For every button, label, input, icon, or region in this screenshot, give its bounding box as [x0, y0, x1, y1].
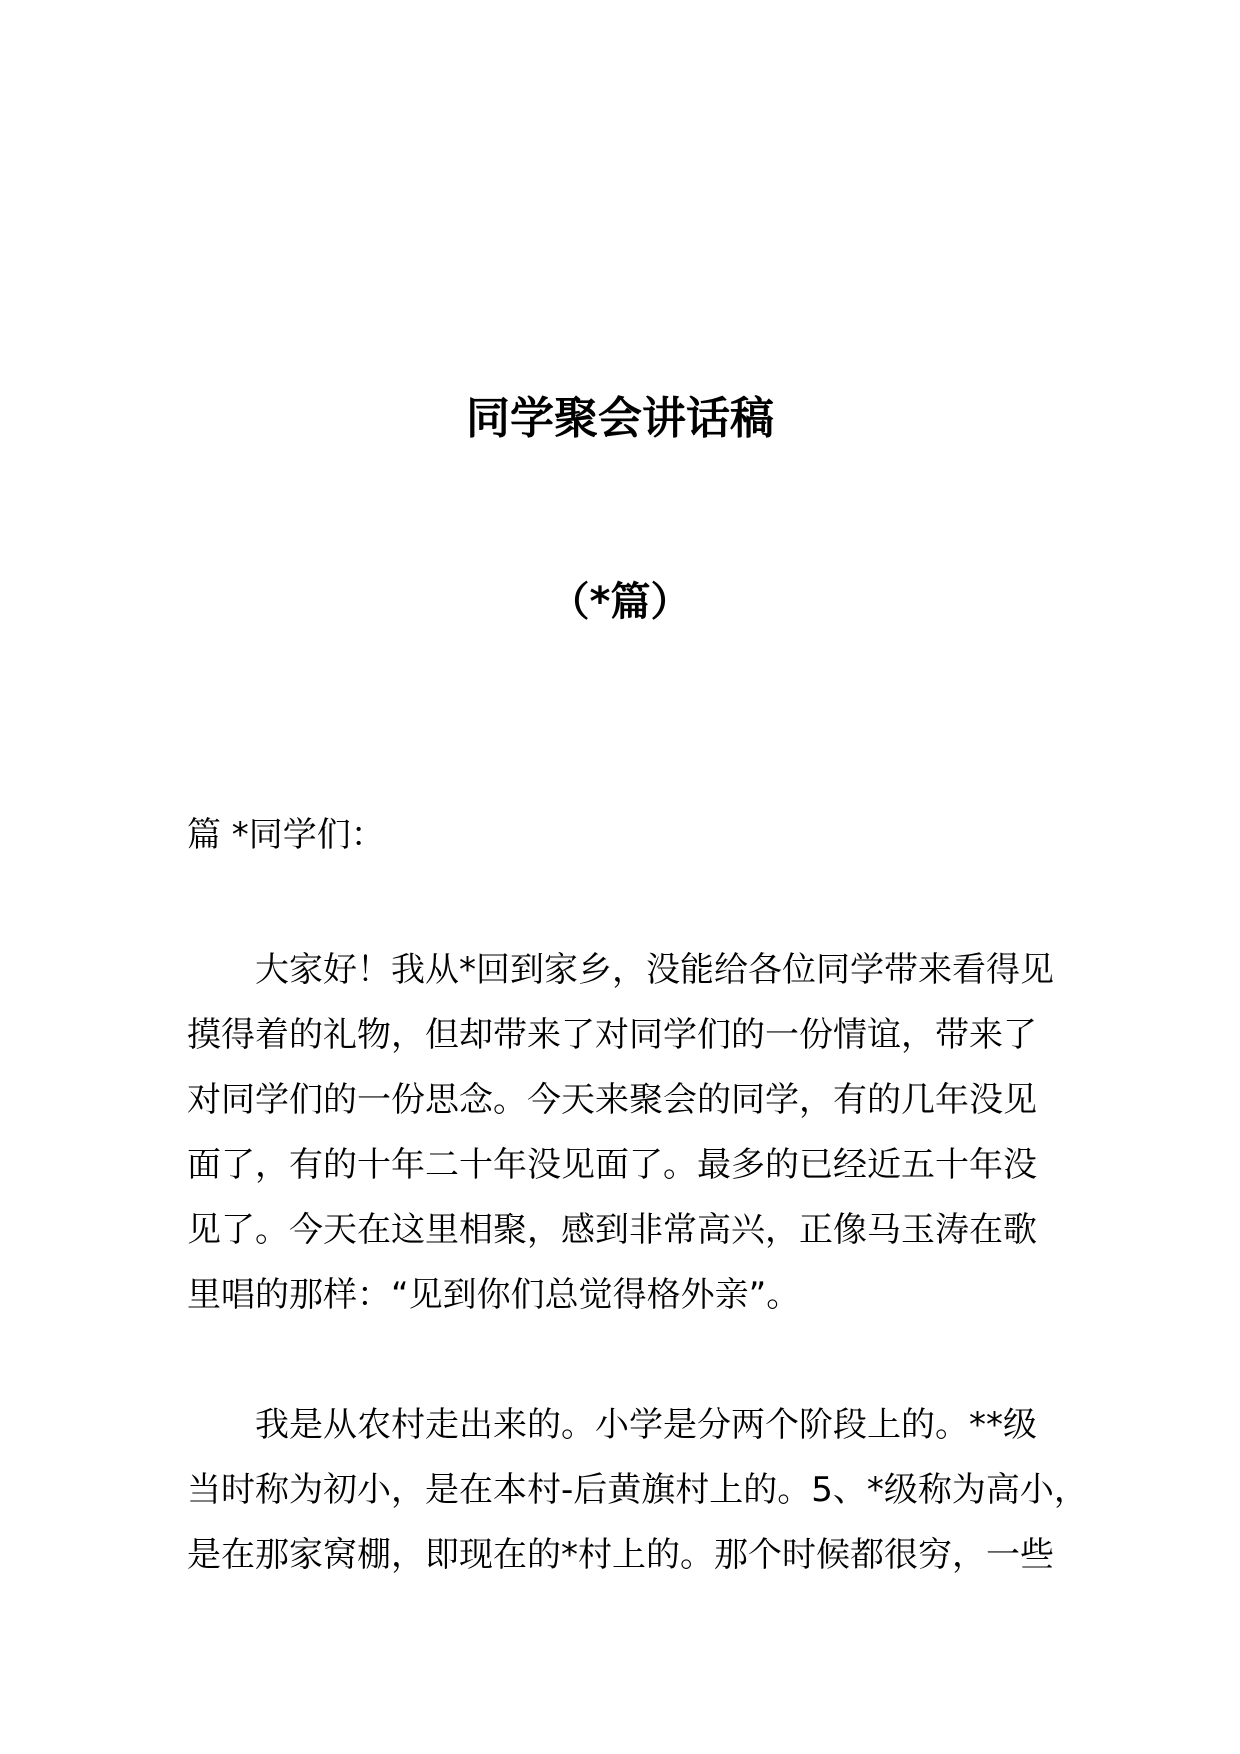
text-line: 对同学们的一份思念。今天来聚会的同学，有的几年没见	[187, 1080, 1037, 1120]
text-line: 我是从农村走出来的。小学是分两个阶段上的。**级	[187, 1405, 1037, 1445]
text-line: 当时称为初小，是在本村-后黄旗村上的。5、*级称为高小，	[187, 1470, 1088, 1510]
document-subtitle: （*篇）	[549, 579, 691, 625]
text-line: 面了，有的十年二十年没见面了。最多的已经近五十年没	[187, 1145, 1037, 1185]
text-line: 里唱的那样：“见到你们总觉得格外亲”。	[187, 1275, 801, 1315]
text-line: 大家好！我从*回到家乡，没能给各位同学带来看得见	[187, 950, 1054, 990]
document-title: 同学聚会讲话稿	[466, 393, 774, 444]
text-line: 见了。今天在这里相聚，感到非常高兴，正像马玉涛在歌	[187, 1210, 1037, 1250]
text-line: 摸得着的礼物，但却带来了对同学们的一份情谊，带来了	[187, 1015, 1037, 1055]
salutation: 篇 *同学们：	[187, 815, 385, 855]
text-line: 是在那家窝棚，即现在的*村上的。那个时候都很穷，一些	[187, 1535, 1054, 1575]
